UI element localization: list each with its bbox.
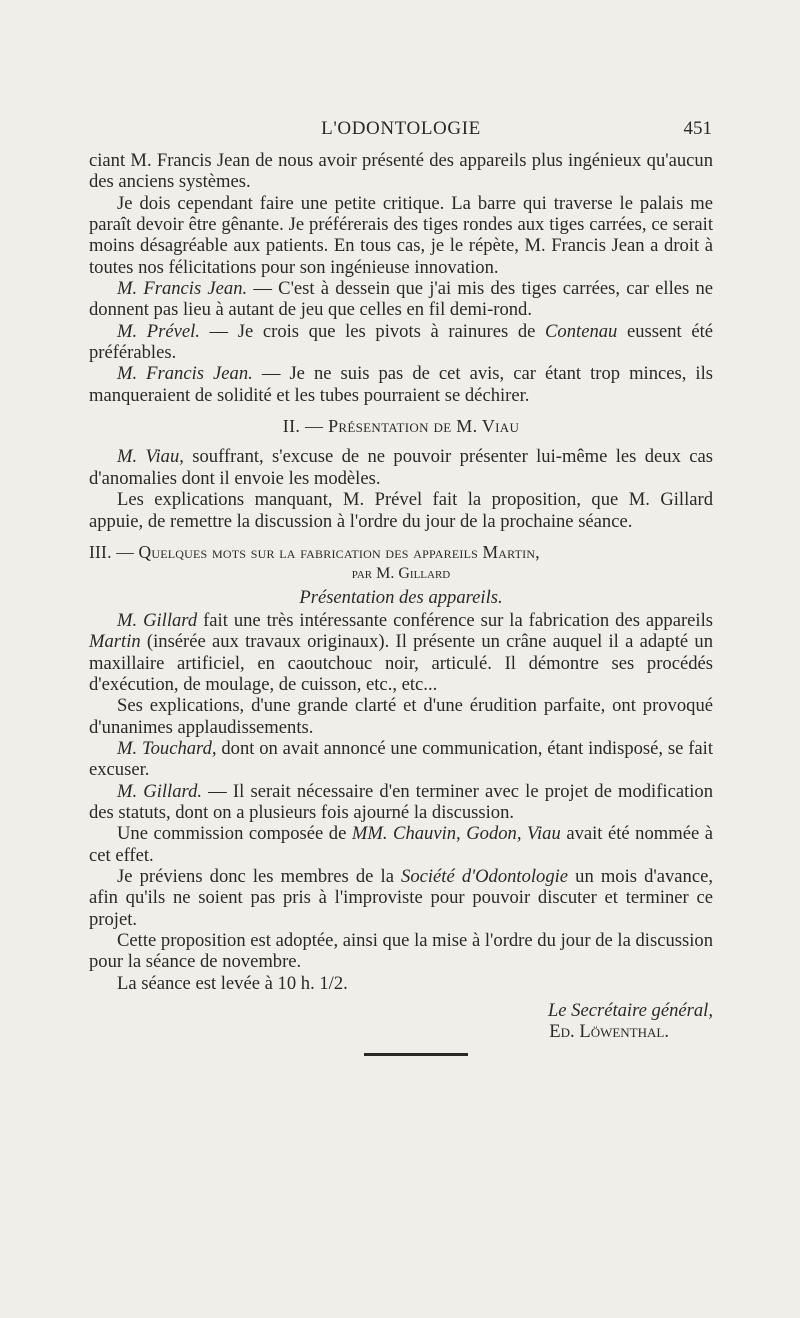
paragraph (89, 823, 713, 866)
paragraph-text: avait été nommée à cet effet. (89, 823, 713, 866)
paragraph: La séance est levée à 10 h. 1/2. (117, 972, 348, 994)
paragraph-text: — C'est à dessein que j'ai mis des tiges carrées, car elles ne donnent pas lieu à autant de jeu que celles en fil demi-rond. (89, 278, 713, 321)
journal-title: L'ODONTOLOGIE (321, 118, 481, 139)
speaker-name: M. Francis Jean. (117, 363, 253, 385)
running-header (90, 118, 712, 148)
paragraph: Je dois cependant faire une petite critique. La barre qui traverse le palais me paraît devoir être gênante. Je préférerais des tiges rondes aux tiges carrées, ce serait moins désagréable aux patients. En tous cas, je le répète, M. Francis Jean a droit à toutes nos félicitations pour son ingénieuse innovation. (89, 192, 713, 278)
paragraph (89, 363, 713, 406)
person-name: Contenau (545, 320, 618, 342)
closing-rule (364, 1053, 468, 1056)
paragraph (89, 446, 713, 489)
paragraph: Ses explications, d'une grande clarté et d'une érudition parfaite, ont provoqué d'unanimes applaudissements. (89, 695, 713, 738)
paragraph: ciant M. Francis Jean de nous avoir présenté des appareils plus ingénieux qu'aucun des anciens systèmes. (89, 150, 713, 193)
paragraph-text: eussent été préférables. (89, 320, 713, 364)
signature-name (89, 1021, 713, 1042)
page-number: 451 (683, 118, 712, 139)
paragraph: Cette proposition est adoptée, ainsi que la mise à l'ordre du jour de la discussion pour la séance de novembre. (89, 930, 713, 973)
subheading: Présentation des appareils. (299, 586, 503, 608)
signature-role: Le Secrétaire général, (547, 1000, 713, 1022)
paragraph (89, 781, 713, 824)
section-heading-3-author: par M. Gillard (351, 565, 451, 583)
paragraph-text: fait une très intéressante conférence sur la fabrication des appareils (197, 609, 713, 631)
speaker-name: M. Touchard, (117, 737, 217, 759)
society-name: Société d'Odontologie (401, 866, 569, 887)
paragraph-text: — Il serait nécessaire d'en terminer avec le projet de modification des statuts, dont on a plusieurs fois ajourné la discussion. (89, 780, 713, 823)
paragraph (89, 866, 713, 930)
paragraph-text: un mois d'avance, afin qu'ils ne soient pas pris à l'improviste pour pouvoir discuter et terminer ce projet. (89, 866, 713, 930)
paragraph: Les explications manquant, M. Prével fait la proposition, que M. Gillard appuie, de remettre la discussion à l'ordre du jour de la prochaine séance. (89, 489, 713, 532)
paragraph-text: Une commission composée de (117, 823, 352, 845)
signature-name-text: Ed. Löwenthal. (549, 1021, 669, 1043)
paragraph (89, 321, 713, 364)
paragraph-text: — Je ne suis pas de cet avis, car étant trop minces, ils manqueraient de solidité et les tubes pourraient se déchirer. (89, 363, 713, 406)
speaker-name: M. Francis Jean. (117, 278, 248, 300)
speaker-name: M. Prével. (117, 320, 200, 342)
paragraph (89, 610, 713, 695)
commission-names: MM. Chauvin, Godon, Viau (351, 823, 561, 845)
paragraph-text: (insérée aux travaux originaux). Il présente un crâne auquel il a adapté un maxillaire artificiel, en caoutchouc noir, articulé. Il démontre ses procédés d'exécution, de moulage, de cuisson, etc., etc... (89, 631, 713, 695)
speaker-name: M. Gillard. (117, 780, 203, 802)
paragraph-text: souffrant, s'excuse de ne pouvoir présenter lui-même les deux cas d'anomalies dont il envoie les modèles. (89, 446, 713, 489)
paragraph-text: Je préviens donc les membres de la (117, 866, 402, 887)
speaker-name: M. Gillard (117, 609, 198, 631)
paragraph-text: — Je crois que les pivots à rainures de (199, 320, 546, 342)
section-heading-3: III. — Quelques mots sur la fabrication des appareils Martin, (89, 541, 540, 562)
paragraph-text: dont on avait annoncé une communication, étant indisposé, se fait excuser. (89, 737, 713, 781)
paragraph (89, 738, 713, 781)
body-text (89, 150, 713, 1056)
system-name: Martin (89, 631, 141, 653)
speaker-name: M. Viau, (117, 446, 184, 468)
paragraph (89, 278, 713, 321)
section-heading-2: II. — Présentation de M. Viau (282, 416, 520, 437)
